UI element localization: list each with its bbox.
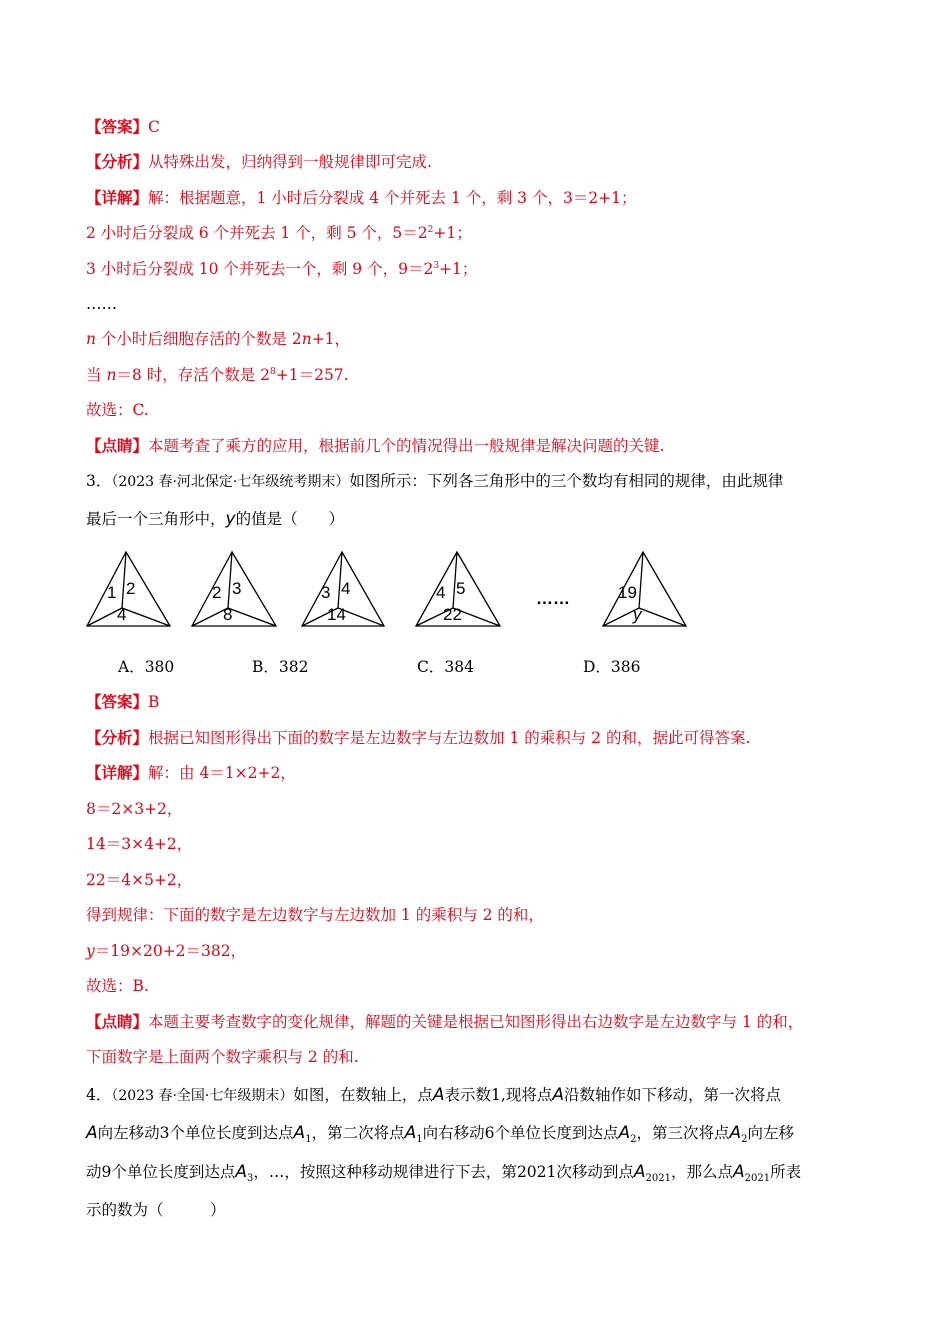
detail-text: 2 小时后分裂成 6 个并死去 1 个，剩 5 个，5＝2 — [86, 224, 428, 242]
q2-answer-line — [86, 116, 160, 138]
analysis-text: 根据已知图形得出下面的数字是左边数字与左边数加 1 的乘积与 2 的和，据此可得答案. — [148, 729, 751, 747]
question-text: ,现将点 — [500, 1086, 553, 1104]
q3-stem-line-1 — [86, 470, 783, 493]
variable-y: y — [225, 509, 236, 529]
subscript: 2 — [741, 1134, 748, 1145]
question-text: 如图，在数轴上，点 — [293, 1086, 433, 1104]
answer-tag: 【答案】 — [86, 117, 149, 136]
q2-detail-line-6 — [86, 364, 349, 386]
analysis-tag: 【分析】 — [86, 152, 149, 171]
question-text: ，…，按照这种移动规律进行下去，第 — [253, 1163, 517, 1181]
q4-stem-line-1 — [86, 1084, 781, 1107]
analysis-text: 从特殊出发，归纳得到一般规律即可完成. — [148, 153, 432, 171]
triangle-outline — [603, 552, 686, 626]
q2-ellipsis: …… — [86, 295, 117, 313]
variable-A: A — [633, 1162, 646, 1182]
triangle-inner-line — [639, 552, 643, 608]
question-text: 最后一个三角形中， — [86, 510, 226, 528]
detail-text: ＝19×20+2＝382， — [94, 942, 247, 960]
question-text: ，第三次将点 — [636, 1124, 730, 1142]
question-text: 的值是（ ） — [235, 510, 345, 528]
triangle-left-number: 19 — [618, 583, 637, 602]
question-source: （2023 春·全国·七年级期末） — [111, 1088, 294, 1104]
variable-A: A — [404, 1123, 417, 1143]
triangle-bottom-number: 8 — [223, 605, 233, 624]
q2-detail-line-2 — [86, 222, 472, 244]
figure-ellipsis: …… — [536, 589, 570, 608]
comment-tag: 【点睛】 — [86, 1012, 149, 1031]
q3-answer-line — [86, 691, 159, 713]
detail-text: +1； — [433, 224, 472, 242]
q3-analysis-line — [86, 727, 750, 749]
question-text: 向左移 — [747, 1124, 795, 1142]
math-number: 1 — [491, 1086, 501, 1104]
question-text: 表示数 — [444, 1086, 492, 1104]
q3-comment-line — [86, 1011, 803, 1033]
q2-choose: 故选：C. — [86, 401, 149, 419]
subscript: 2 — [630, 1134, 637, 1145]
q3-stem-line-2 — [86, 508, 344, 530]
variable-n: n — [106, 366, 117, 384]
triangle-bottom-number: 4 — [117, 605, 127, 624]
subscript: 2021 — [645, 1173, 671, 1184]
answer-value: B — [148, 693, 160, 711]
math-number: 9 — [101, 1163, 112, 1181]
question-text: 个单位长度到达点 — [169, 1124, 294, 1142]
detail-tag: 【详解】 — [86, 763, 149, 782]
question-text: ，第二次将点 — [311, 1124, 405, 1142]
detail-text: 当 — [86, 366, 107, 384]
variable-A: A — [293, 1123, 306, 1143]
question-number: 4． — [86, 1086, 112, 1104]
exponent: 8 — [270, 367, 276, 377]
triangle-right-number: 5 — [456, 579, 466, 598]
q4-stem-line-3 — [86, 1161, 801, 1183]
math-number: 6 — [484, 1124, 495, 1142]
variable-n: n — [86, 330, 96, 348]
comment-text: 本题考查了乘方的应用，根据前几个的情况得出一般规律是解决问题的关键. — [148, 437, 665, 455]
exponent: 2 — [427, 225, 434, 235]
detail-text: +1， — [311, 330, 351, 348]
question-text: 向左移动 — [97, 1124, 160, 1142]
triangle-left-number: 3 — [321, 583, 331, 602]
answer-tag: 【答案】 — [86, 692, 149, 711]
triangle-bottom-number: 22 — [443, 605, 462, 624]
q3-detail-line-1 — [86, 762, 296, 784]
question-text: 动 — [86, 1163, 102, 1181]
q3-comment-line-2: 下面数字是上面两个数字乘积与 2 的和. — [86, 1048, 359, 1066]
detail-text: 解：由 4＝1×2+2， — [148, 764, 296, 782]
question-source: （2023 春·河北保定·七年级统考期末） — [111, 474, 350, 490]
q3-detail-line-4: 22＝4×5+2， — [86, 871, 193, 889]
triangle-left-number: 2 — [212, 583, 222, 602]
math-number: 3 — [159, 1124, 170, 1142]
q2-detail-line-5 — [86, 328, 350, 350]
subscript: 2021 — [744, 1173, 771, 1184]
q3-detail-line-2: 8＝2×3+2， — [86, 800, 183, 818]
variable-y: y — [86, 942, 95, 960]
detail-text: ＝8 时，存活个数是 2 — [116, 366, 270, 384]
triangle-inner-line — [228, 608, 276, 626]
question-text: 向右移动 — [422, 1124, 485, 1142]
variable-A: A — [729, 1123, 742, 1143]
variable-A: A — [86, 1123, 98, 1143]
triangle-left-number: 4 — [436, 583, 446, 602]
subscript: 1 — [305, 1134, 312, 1145]
exponent: 3 — [433, 261, 440, 271]
subscript: 1 — [416, 1134, 423, 1145]
variable-A: A — [432, 1085, 445, 1105]
q2-detail-line-1 — [86, 187, 637, 209]
subscript: 3 — [247, 1173, 254, 1184]
triangle-right-number: 3 — [232, 579, 242, 598]
triangle-bottom-number: 14 — [327, 605, 346, 624]
triangle-figure — [0, 540, 950, 640]
variable-A: A — [552, 1085, 564, 1105]
question-text: ，那么点 — [671, 1163, 734, 1181]
option-a[interactable]: A．380 — [118, 658, 175, 676]
option-b[interactable]: B．382 — [252, 658, 309, 676]
analysis-tag: 【分析】 — [86, 728, 149, 747]
question-text: 次移动到点 — [556, 1163, 634, 1181]
answer-value: C — [148, 118, 160, 136]
comment-tag: 【点睛】 — [86, 436, 149, 455]
detail-tag: 【详解】 — [86, 188, 149, 207]
triangle-inner-line — [122, 608, 170, 626]
question-text: 如图所示：下列各三角形中的三个数均有相同的规律，由此规律 — [349, 472, 784, 490]
triangle-right-number: 4 — [341, 579, 351, 598]
detail-text: +1＝257. — [275, 366, 349, 384]
variable-A: A — [235, 1162, 248, 1182]
comment-text: 本题主要考查数字的变化规律，解题的关键是根据已知图形得出右边数字是左边数字与 1 的和， — [148, 1013, 804, 1031]
q2-analysis-line — [86, 151, 432, 173]
question-text: 个单位长度到达点 — [494, 1124, 619, 1142]
question-text: 个单位长度到达点 — [111, 1163, 236, 1181]
option-d[interactable]: D．386 — [583, 658, 641, 676]
detail-text: +1； — [439, 260, 478, 278]
detail-text: 个小时后细胞存活的个数是 2 — [95, 330, 302, 348]
q4-stem-line-2 — [86, 1122, 794, 1144]
triangle-bottom-number: y — [633, 605, 642, 624]
q3-detail-line-6 — [86, 940, 246, 962]
variable-n: n — [301, 330, 312, 348]
detail-text: 解：根据题意，1 小时后分裂成 4 个并死去 1 个，剩 3 个，3＝2+1； — [148, 189, 637, 207]
triangle-inner-line — [639, 608, 686, 626]
option-c[interactable]: C．384 — [417, 658, 474, 676]
variable-A: A — [733, 1162, 745, 1182]
q2-detail-line-3 — [86, 258, 477, 280]
question-text: 所表 — [770, 1163, 802, 1181]
question-text: 沿数轴作如下移动，第一次将点 — [563, 1086, 781, 1104]
q3-choose: 故选：B. — [86, 977, 149, 995]
math-number: 2021 — [516, 1163, 557, 1181]
q2-comment-line — [86, 435, 664, 457]
triangle-right-number: 2 — [126, 579, 136, 598]
variable-A: A — [618, 1123, 631, 1143]
q3-detail-line-5: 得到规律：下面的数字是左边数字与左边数加 1 的乘积与 2 的和， — [86, 906, 544, 924]
question-number: 3． — [86, 472, 112, 490]
triangle-left-number: 1 — [107, 583, 117, 602]
q3-detail-line-3: 14＝3×4+2， — [86, 835, 193, 853]
detail-text: 3 小时后分裂成 10 个并死去一个，剩 9 个，9＝2 — [86, 260, 434, 278]
q4-stem-line-4: 示的数为（ ） — [86, 1201, 226, 1219]
